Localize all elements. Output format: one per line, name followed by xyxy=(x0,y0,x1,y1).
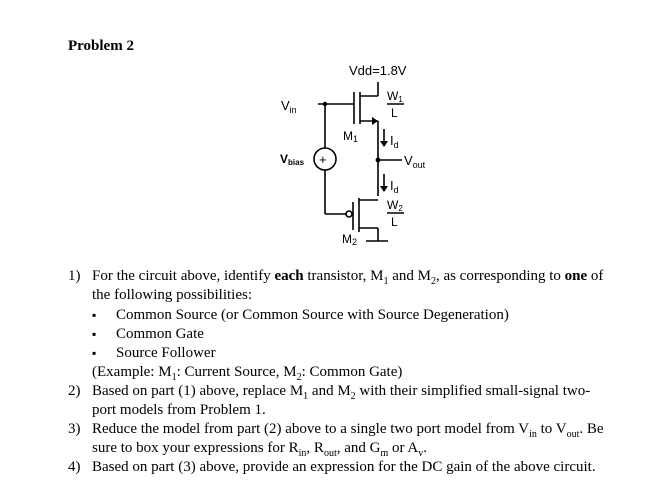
question-2-line-1: Based on part (1) above, replace $M_1$ and $M_2$ with their simplified small-signal two- xyxy=(92,383,591,402)
m1-label: M1 xyxy=(343,129,359,144)
option-source-follower: Source Follower xyxy=(116,345,216,361)
bias-plus-sign: + xyxy=(319,152,327,167)
question-2-line-2: port models from Problem 1. xyxy=(92,402,266,418)
question-4-number: 4) xyxy=(68,459,81,475)
question-1-line-2: the following possibilities: xyxy=(92,287,252,303)
option-common-gate: Common Gate xyxy=(116,326,204,342)
vdd-label: Vdd=1.8V xyxy=(349,63,407,78)
m1-source-arrow xyxy=(372,117,378,125)
question-2-number: 2) xyxy=(68,383,81,399)
option-common-source: Common Source (or Common Source with Source Degeneration) xyxy=(116,307,509,323)
vout-label: $V_{out}$ xyxy=(404,153,426,170)
l1-label: L xyxy=(391,106,398,120)
question-3-line-2: sure to box your expressions for $R_{in}$, $R_{out}$, and $G_m$ or $A_v$. xyxy=(92,440,427,459)
question-1-number: 1) xyxy=(68,268,81,284)
l2-label: L xyxy=(391,215,398,229)
w1-label: W1 xyxy=(387,89,403,104)
output-node-dot xyxy=(376,158,381,163)
question-3-line-1: Reduce the model from part (2) above to a single two port model from $V_{in}$ to $V_{out}$. Be xyxy=(92,421,604,440)
vin-label: $V_{in}$ xyxy=(281,98,297,115)
question-1-line-1: For the circuit above, identify each transistor, $M_1$ and $M_2$, as corresponding to one of xyxy=(92,268,604,287)
id-arrowhead-1 xyxy=(380,141,388,147)
w2-label: W2 xyxy=(387,198,403,213)
id-arrowhead-2 xyxy=(380,186,388,192)
vbias-label: Vbias xyxy=(280,152,305,167)
bullet-icon: ▪ xyxy=(92,346,97,360)
id-label-2: $I_d$ xyxy=(390,178,399,195)
question-1-example: (Example: $M_1$: Current Source, $M_2$: Common Gate) xyxy=(92,364,403,383)
question-4-line-1: Based on part (3) above, provide an expression for the DC gain of the above circuit. xyxy=(92,459,596,475)
bullet-icon: ▪ xyxy=(92,308,97,322)
problem-title: Problem 2 xyxy=(68,38,134,54)
question-3-number: 3) xyxy=(68,421,81,437)
bullet-icon: ▪ xyxy=(92,327,97,341)
m2-label: M2 xyxy=(342,232,358,247)
gate-node-dot xyxy=(323,102,327,106)
m2-gate-bubble xyxy=(346,211,352,217)
id-label-1: $I_d$ xyxy=(390,133,399,150)
